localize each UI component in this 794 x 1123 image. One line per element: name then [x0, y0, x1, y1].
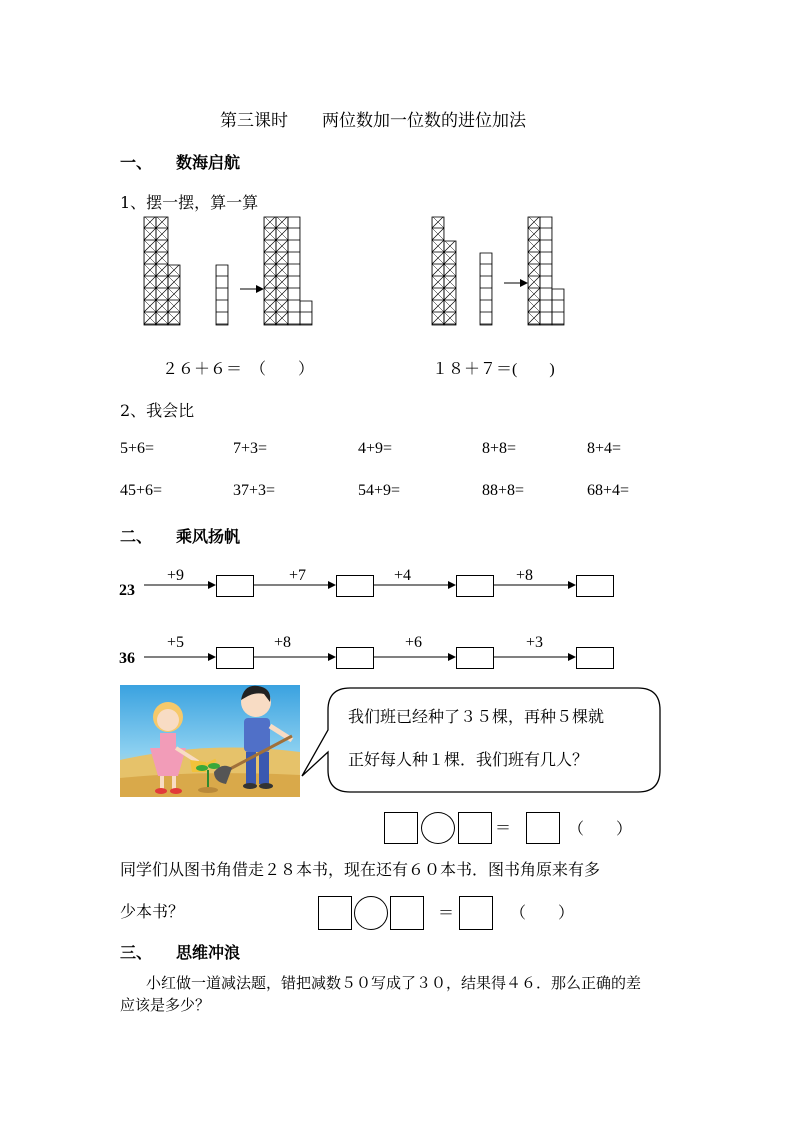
chain2-op1: +5: [167, 634, 185, 651]
eq1-operator-circle[interactable]: [421, 812, 455, 844]
q1-label: 1、摆一摆，算一算: [120, 193, 259, 212]
section3-heading: 思维冲浪: [176, 943, 241, 962]
q1-equation-left: ２６＋６＝ （ ）: [162, 361, 315, 378]
chain1-op4: +8: [516, 567, 534, 584]
compare-r1-1: 5+6=: [120, 440, 155, 457]
compare-r2-1: 45+6=: [120, 482, 163, 499]
bubble-line-2: 正好每人种１棵．我们班有几人？: [348, 750, 589, 769]
compare-r1-5: 8+4=: [587, 440, 622, 457]
section3-problem-line-1: 小红做一道减法题，错把减数５０写成了３０，结果得４６．那么正确的差: [146, 974, 642, 992]
section2-number: 二、: [120, 527, 153, 546]
chain2-op3: +6: [405, 634, 423, 651]
eq2-operator-circle[interactable]: [354, 896, 388, 930]
eq1-unit-paren: （ ）: [568, 819, 633, 838]
eq2-box-1[interactable]: [318, 896, 352, 930]
chain2-op4: +3: [526, 634, 544, 651]
compare-r1-2: 7+3=: [233, 440, 268, 457]
problem-line-1: 同学们从图书角借走２８本书，现在还有６０本书．图书角原来有多: [120, 860, 601, 879]
compare-r2-4: 88+8=: [482, 482, 525, 499]
compare-r2-2: 37+3=: [233, 482, 276, 499]
section1-heading: 数海启航: [176, 153, 241, 172]
problem-line-2: 少本书？: [120, 902, 185, 921]
compare-r2-3: 54+9=: [358, 482, 401, 499]
compare-r1-4: 8+8=: [482, 440, 517, 457]
eq1-box-1[interactable]: [384, 812, 418, 844]
chain2-start: 36: [119, 650, 135, 667]
eq1-box-2[interactable]: [458, 812, 492, 844]
eq2-unit-paren: （ ）: [510, 903, 575, 922]
section1-number: 一、: [120, 153, 153, 172]
eq2-box-2[interactable]: [390, 896, 424, 930]
eq1-result-box[interactable]: [526, 812, 560, 844]
chain1-start: 23: [119, 582, 135, 599]
compare-r2-5: 68+4=: [587, 482, 630, 499]
section2-heading: 乘风扬帆: [176, 527, 241, 546]
q1-equation-right: １８＋７＝( ): [432, 361, 555, 378]
section3-problem-line-2: 应该是多少？: [120, 996, 211, 1014]
eq2-equals: ＝: [438, 903, 455, 922]
section3-number: 三、: [120, 943, 153, 962]
bubble-line-1: 我们班已经种了３５棵，再种５棵就: [348, 707, 605, 726]
chain1-op3: +4: [394, 567, 412, 584]
compare-r1-3: 4+9=: [358, 440, 393, 457]
chain1-op2: +7: [289, 567, 307, 584]
chain1-op1: +9: [167, 567, 185, 584]
chain2-op2: +8: [274, 634, 292, 651]
eq2-result-box[interactable]: [459, 896, 493, 930]
eq1-equals: ＝: [495, 818, 512, 837]
page-title: 第三课时 两位数加一位数的进位加法: [220, 111, 526, 131]
q2-label: 2、我会比: [120, 401, 195, 420]
